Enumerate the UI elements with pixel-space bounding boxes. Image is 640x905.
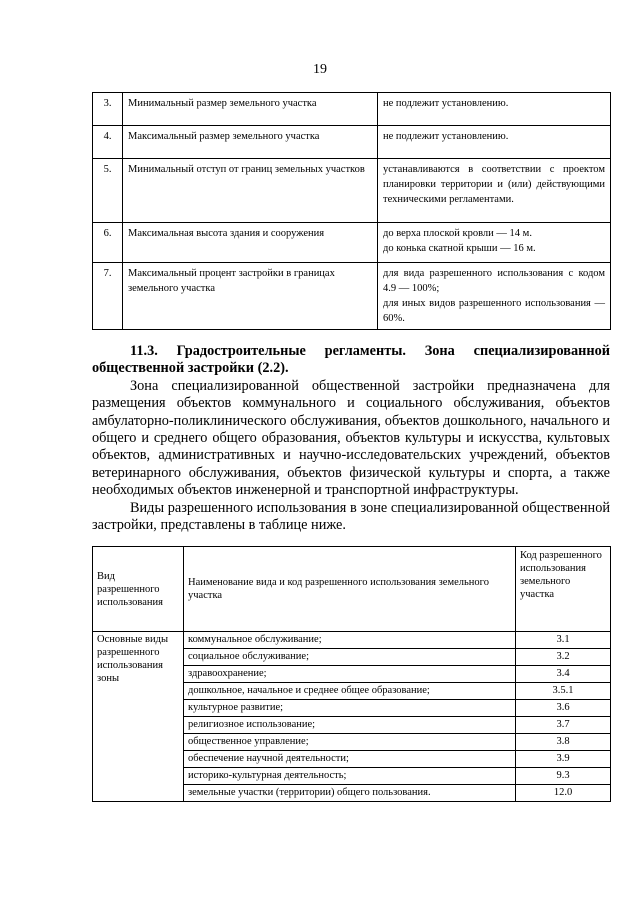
row-number: 7. bbox=[93, 263, 123, 330]
value-line: до верха плоской кровли — 14 м. bbox=[383, 228, 532, 239]
use-name: религиозное использование; bbox=[184, 717, 516, 734]
parameters-table bbox=[92, 92, 611, 330]
use-code: 3.5.1 bbox=[516, 683, 611, 700]
use-name: обеспечение научной деятельности; bbox=[184, 751, 516, 768]
use-name: культурное развитие; bbox=[184, 700, 516, 717]
parameter-name: Максимальный процент застройки в границах земельного участка bbox=[123, 263, 378, 330]
table-row bbox=[93, 223, 611, 263]
use-code: 3.1 bbox=[516, 632, 611, 649]
parameter-value: не подлежит установлению. bbox=[378, 126, 611, 159]
parameter-value: не подлежит установлению. bbox=[378, 93, 611, 126]
parameter-value bbox=[378, 263, 611, 330]
use-name: общественное управление; bbox=[184, 734, 516, 751]
value-line: для вида разрешенного использования с кодом 4.9 — 100%; bbox=[383, 268, 605, 294]
parameter-name: Минимальный отступ от границ земельных участков bbox=[123, 159, 378, 223]
use-code: 3.2 bbox=[516, 649, 611, 666]
use-code: 12.0 bbox=[516, 785, 611, 802]
row-number: 4. bbox=[93, 126, 123, 159]
use-code: 3.7 bbox=[516, 717, 611, 734]
use-name: историко-культурная деятельность; bbox=[184, 768, 516, 785]
table-row bbox=[93, 159, 611, 223]
parameter-value bbox=[378, 223, 611, 263]
parameter-name: Минимальный размер земельного участка bbox=[123, 93, 378, 126]
parameter-value: устанавливаются в соответствии с проектом планировки территории и (или) действующими техническими регламентами. bbox=[378, 159, 611, 223]
use-name: здравоохранение; bbox=[184, 666, 516, 683]
table-row bbox=[93, 126, 611, 159]
row-number: 5. bbox=[93, 159, 123, 223]
use-code: 9.3 bbox=[516, 768, 611, 785]
use-code: 3.9 bbox=[516, 751, 611, 768]
parameter-name: Максимальная высота здания и сооружения bbox=[123, 223, 378, 263]
table-row bbox=[93, 263, 611, 330]
table-row bbox=[93, 632, 611, 649]
section-11-3 bbox=[92, 343, 610, 534]
use-name: социальное обслуживание; bbox=[184, 649, 516, 666]
row-number: 6. bbox=[93, 223, 123, 263]
value-line: до конька скатной крыши — 16 м. bbox=[383, 243, 536, 254]
permitted-uses-table bbox=[92, 546, 611, 802]
row-number: 3. bbox=[93, 93, 123, 126]
page-number: 19 bbox=[313, 62, 327, 77]
use-name: дошкольное, начальное и среднее общее образование; bbox=[184, 683, 516, 700]
header-use-code: Код разрешенного использования земельного участка bbox=[516, 547, 611, 632]
table-row bbox=[93, 93, 611, 126]
table-header-row bbox=[93, 547, 611, 632]
parameter-name: Максимальный размер земельного участка bbox=[123, 126, 378, 159]
section-paragraph: Виды разрешенного использования в зоне специализированной общественной застройки, представлены в таблице ниже. bbox=[92, 499, 610, 534]
value-line: для иных видов разрешенного использования — 60%. bbox=[383, 298, 605, 324]
section-paragraph: Зона специализированной общественной застройки предназначена для размещения объектов коммунального и социального обслуживания, объектов амбулаторно-поликлинического обслуживания, объектов дошкольного, начального и общего и среднего общего образования, объектов культуры и искусства, культовых объектов, административных и научно-исследовательских учреждений, объектов ветеринарного обслуживания, объектов физической культуры и спорта, а также необходимых объектов инженерной и транспортной инфраструктуры. bbox=[92, 377, 610, 499]
use-name: коммунальное обслуживание; bbox=[184, 632, 516, 649]
section-heading: 11.3. Градостроительные регламенты. Зона специализированной общественной застройки (2.2). bbox=[92, 343, 610, 377]
header-use-type: Вид разрешенного использования bbox=[93, 547, 184, 632]
use-code: 3.6 bbox=[516, 700, 611, 717]
use-code: 3.8 bbox=[516, 734, 611, 751]
use-group-label: Основные виды разрешенного использования зоны bbox=[93, 632, 184, 802]
use-name: земельные участки (территории) общего пользования. bbox=[184, 785, 516, 802]
use-code: 3.4 bbox=[516, 666, 611, 683]
header-use-name: Наименование вида и код разрешенного использования земельного участка bbox=[184, 547, 516, 632]
